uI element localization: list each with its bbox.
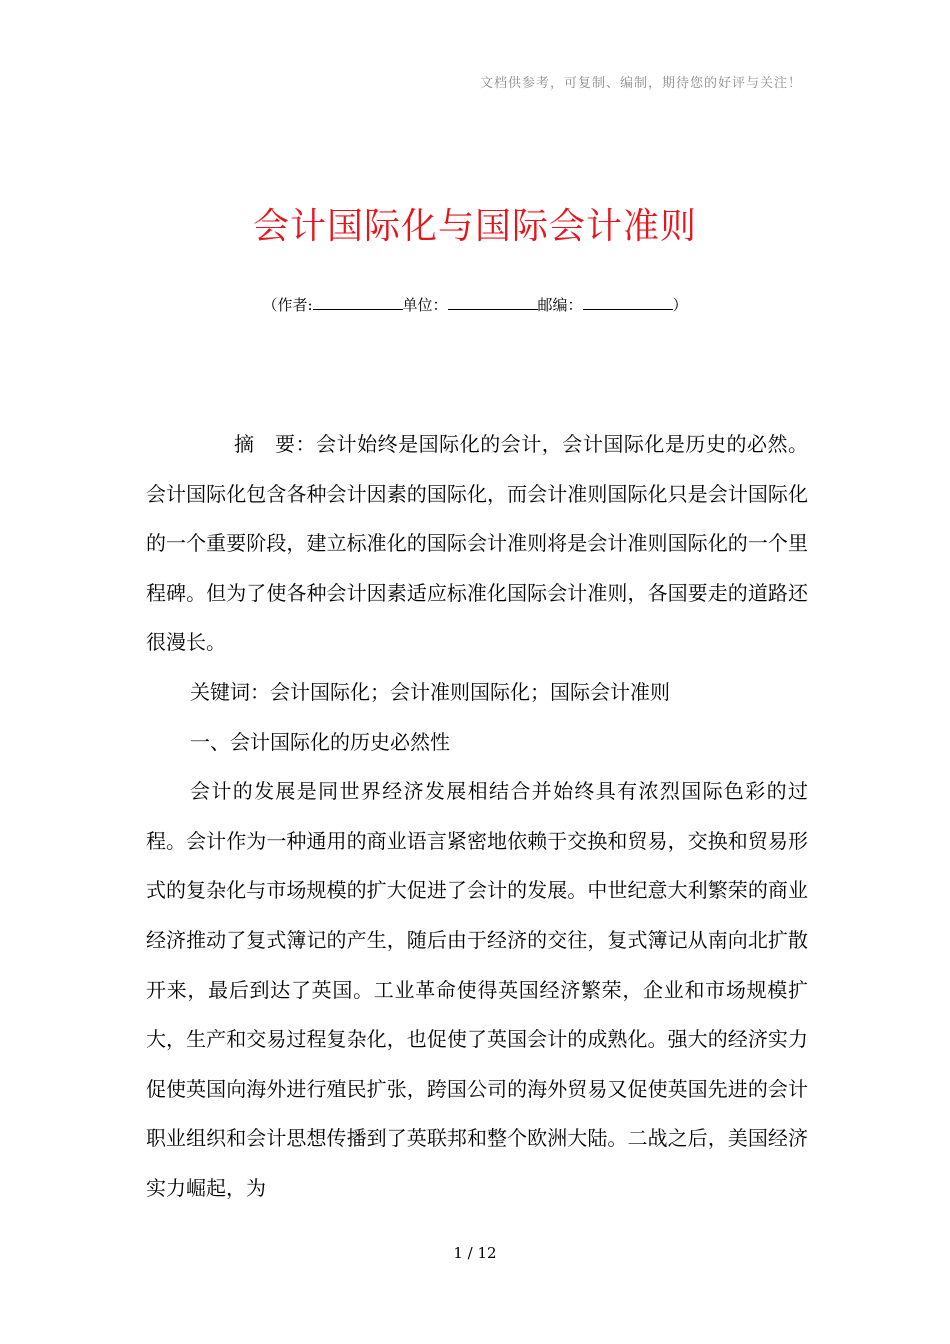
unit-label: 单位： [402, 296, 448, 314]
section-heading: 一、会计国际化的历史必然性 [190, 729, 450, 754]
document-body [146, 420, 808, 1214]
author-label: （作者: [262, 296, 313, 314]
document-title: 会计国际化与国际会计准则 [252, 206, 697, 247]
author-blank [313, 295, 403, 310]
page-number: 1 / 12 [453, 1244, 497, 1262]
body-paragraph: 会计的发展是同世界经济发展相结合并始终具有浓烈国际色彩的过程。会计作为一种通用的商业语言紧密地依赖于交换和贸易，交换和贸易形式的复杂化与市场规模的扩大促进了会计的发展。中世纪意大利繁荣的商业经济推动了复式簿记的产生，随后由于经济的交往，复式簿记从南向北扩散开来，最后到达了英国。工业革命使得英国经济繁荣，企业和市场规模扩大，生产和交易过程复杂化，也促使了英国会计的成熟化。强大的经济实力促使英国向海外进行殖民扩张，跨国公司的海外贸易又促使英国先进的会计职业组织和会计思想传播到了英联邦和整个欧洲大陆。二战之后，美国经济实力崛起，为 [146, 779, 808, 1200]
author-info-line [0, 294, 950, 315]
header-note: 文档供参考，可复制、编制，期待您的好评与关注！ [479, 76, 802, 91]
unit-blank [448, 295, 538, 310]
postcode-label: 邮编： [537, 296, 583, 314]
keywords-paragraph: 关键词：会计国际化；会计准则国际化；国际会计准则 [190, 679, 670, 704]
postcode-blank [583, 295, 673, 310]
author-line-close: ） [672, 296, 688, 314]
abstract-paragraph: 摘 要：会计始终是国际化的会计，会计国际化是历史的必然。会计国际化包含各种会计因素的国际化，而会计准则国际化只是会计国际化的一个重要阶段，建立标准化的国际会计准则将是会计准则国际化的一个里程碑。但为了使各种会计因素适应标准化国际会计准则，各国要走的道路还很漫长。 [146, 432, 808, 655]
